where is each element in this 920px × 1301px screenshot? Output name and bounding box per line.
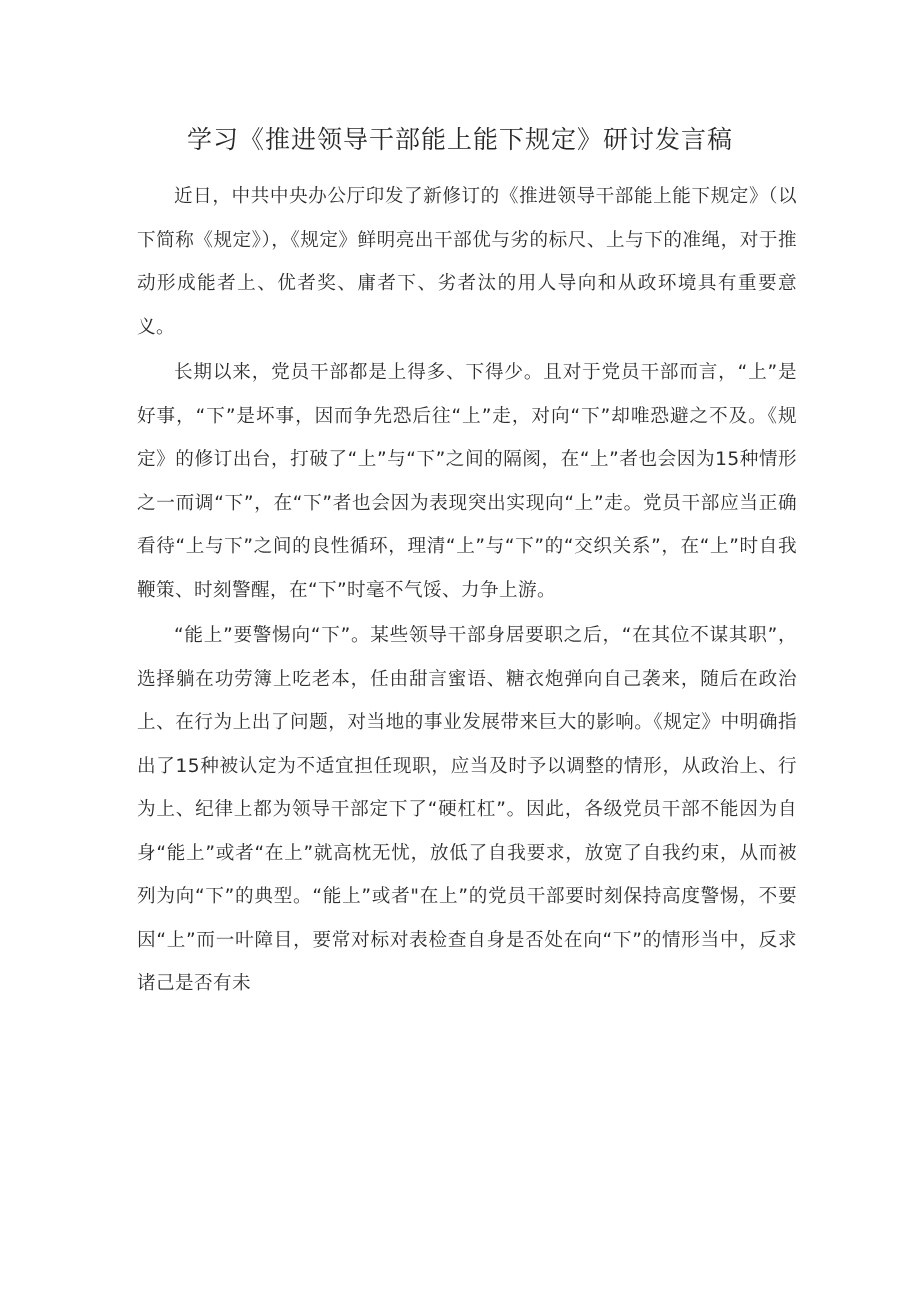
document-body [137, 175, 797, 1008]
paragraph-be-alert: “能上”要警惕向“下”。某些领导干部身居要职之后，“在其位不谋其职”，选择躺在功劳簿上吃老本，任由甜言蜜语、糖衣炮弹向自己袭来，随后在政治上、在行为上出了问题，对当地的事业发展带来巨大的影响。《规定》中明确指出了15种被认定为不适宜担任现职，应当及时予以调整的情形，从政治上、行为上、纪律上都为领导干部定下了“硬杠杠”。因此，各级党员干部不能因为自身“能上”或者“在上”就高枕无忧，放低了自我要求，放宽了自我约束，从而被列为向“下”的典型。“能上”或者"在上”的党员干部要时刻保持高度警惕，不要因“上”而一叶障目，要常对标对表检查自身是否处在向“下”的情形当中，反求诸己是否有未 [137, 625, 797, 994]
paragraph-up-and-down: 长期以来，党员干部都是上得多、下得少。且对于党员干部而言，“上”是好事，“下”是坏事，因而争先恐后往“上”走，对向“下”却唯恐避之不及。《规定》的修订出台，打破了“上”与“下”之间的隔阂，在“上”者也会因为15种情形之一而调“下”，在“下”者也会因为表现突出实现向“上”走。党员干部应当正确看待“上与下”之间的良性循环，理清“上”与“下”的“交织关系”，在“上”时自我鞭策、时刻警醒，在“下”时毫不气馁、力争上游。 [137, 362, 797, 601]
document-title: 学习《推进领导干部能上能下规定》研讨发言稿 [186, 125, 733, 154]
paragraph-intro: 近日，中共中央办公厅印发了新修订的《推进领导干部能上能下规定》（以下简称《规定》），《规定》鲜明亮出干部优与劣的标尺、上与下的准绳，对于推动形成能者上、优者奖、庸者下、劣者汰的用人导向和从政环境具有重要意义。 [137, 186, 797, 338]
